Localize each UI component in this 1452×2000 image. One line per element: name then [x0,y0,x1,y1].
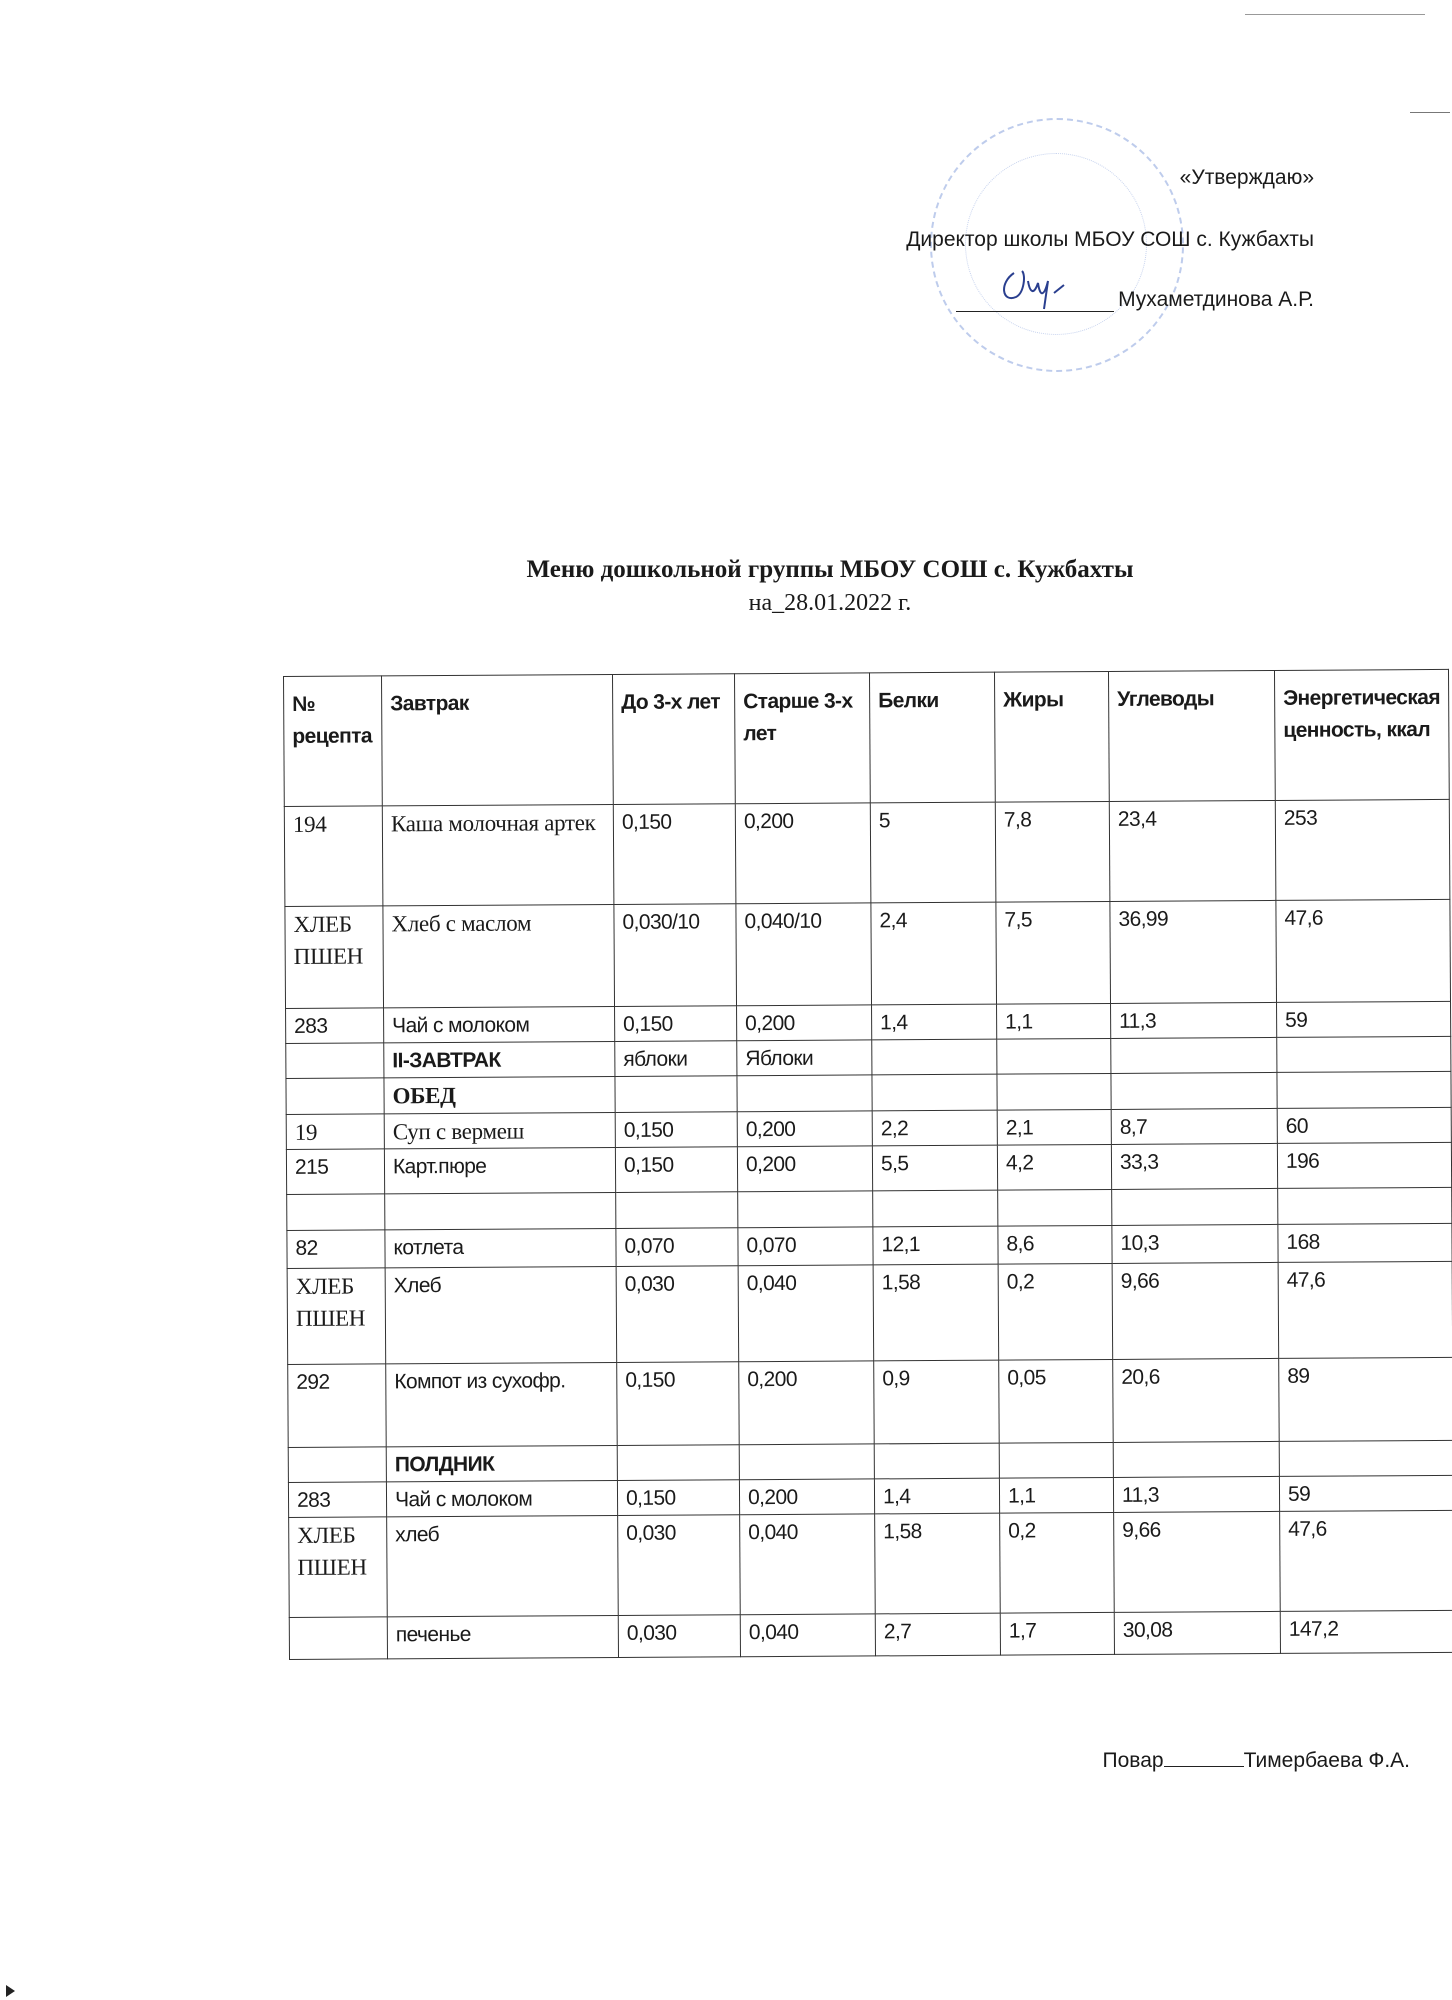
table-cell: 0,070 [738,1227,873,1266]
table-cell [997,1073,1111,1110]
table-cell [998,1189,1112,1226]
director-signature-line [956,288,1314,312]
table-cell: 19 [286,1114,384,1150]
table-cell: 0,200 [737,1005,872,1041]
table-cell: 89 [1279,1357,1452,1441]
table-cell [617,1445,739,1481]
table-cell: 9,66 [1114,1511,1281,1612]
table-cell: 0,030 [618,1615,740,1658]
table-cell: хлеб [387,1515,619,1616]
column-header: Жиры [994,671,1109,802]
table-cell: 0,030 [616,1266,739,1363]
table-cell: 2,7 [875,1613,1000,1656]
table-cell: 0,200 [739,1361,875,1445]
table-cell: 59 [1279,1475,1452,1511]
table-cell: 0,030 [618,1515,741,1616]
table-cell: 8,6 [998,1225,1112,1264]
table-cell: Карт.пюре [384,1147,615,1193]
table-cell [1277,1071,1451,1108]
handwritten-signature-icon [994,263,1084,311]
table-cell [288,1447,386,1483]
table-cell: 1,58 [875,1513,1001,1614]
table-cell: 2,1 [997,1109,1111,1145]
scan-edge-line [1410,112,1450,113]
table-row [289,1610,1452,1659]
table-cell [289,1617,387,1660]
table-cell: 33,3 [1111,1143,1277,1189]
table-cell: 8,7 [1111,1108,1277,1144]
table-cell [739,1444,874,1480]
table-cell: 11,3 [1111,1002,1277,1038]
table-cell: 9,66 [1112,1262,1279,1359]
table-cell: 2,4 [871,902,997,1005]
table-cell: 47,6 [1276,899,1450,1002]
table-cell [873,1190,998,1227]
table-cell: 7,5 [996,901,1111,1004]
table-cell: ХЛЕБ ПШЕН [289,1517,388,1618]
table-cell: 0,05 [999,1359,1114,1443]
table-cell: 1,4 [872,1004,997,1040]
table-cell: 168 [1278,1223,1452,1262]
table-cell [874,1443,999,1479]
table-cell: ОБЕД [384,1076,615,1113]
table-cell [737,1075,872,1112]
table-cell: Хлеб [385,1266,617,1363]
signature-blank [956,289,1114,312]
table-cell: 4,2 [997,1144,1111,1190]
table-cell: II-ЗАВТРАК [384,1041,615,1077]
table-cell: 0,150 [613,804,736,905]
table-cell: 0,200 [739,1479,874,1515]
table-cell: 0,2 [1000,1512,1115,1613]
table-cell [286,1043,384,1079]
table-row [288,1357,1452,1447]
table-cell [738,1191,873,1228]
cook-signature-line [1103,1748,1410,1773]
table-row [286,1142,1451,1194]
table-cell: 1,1 [999,1477,1113,1513]
table-cell [616,1192,738,1229]
table-cell [1277,1036,1451,1072]
table-cell: 0,150 [615,1147,737,1193]
menu-table [283,669,1452,1660]
table-cell [287,1194,385,1231]
table-cell: яблоки [615,1041,737,1077]
cook-label: Повар [1102,1749,1164,1772]
table-cell: Хлеб с маслом [383,904,615,1007]
table-cell [872,1039,997,1075]
cook-name: Тимербаева Ф.А. [1243,1749,1410,1772]
table-cell: 0,040 [740,1614,875,1657]
table-cell: Чай с молоком [384,1006,615,1042]
director-name: Мухаметдинова А.Р. [1118,288,1314,311]
table-cell [1278,1187,1452,1224]
table-cell: 2,2 [872,1110,997,1146]
table-cell [1279,1440,1452,1476]
table-cell: ПОЛДНИК [386,1445,617,1481]
table-cell: 0,150 [615,1006,737,1042]
table-cell: 59 [1277,1001,1451,1037]
table-cell: 0,2 [998,1263,1113,1360]
table-cell: 0,040 [740,1514,876,1615]
table-cell: 292 [288,1364,387,1448]
table-cell: 0,200 [737,1111,872,1147]
table-cell: 10,3 [1112,1224,1278,1263]
table-cell: 283 [288,1482,386,1518]
table-cell: 253 [1275,799,1449,900]
table-cell: 23,4 [1109,800,1276,901]
table-cell: Суп с вермеш [384,1112,615,1148]
table-cell: 0,070 [616,1228,738,1267]
table-cell: 12,1 [873,1226,998,1265]
table-cell [1113,1441,1279,1477]
table-cell [1112,1188,1278,1225]
approval-heading: «Утверждаю» [1179,166,1314,189]
director-title: Директор школы МБОУ СОШ с. Кужбахты [906,228,1314,251]
table-cell: 0,030/10 [614,904,737,1007]
table-cell: 0,150 [617,1480,739,1516]
table-cell: 0,040 [738,1265,874,1362]
document-date: на_28.01.2022 г. [748,590,912,616]
table-cell: 30,08 [1114,1611,1280,1654]
table-header-row [284,669,1450,806]
table-cell: 36,99 [1110,900,1277,1003]
table-row [287,1261,1452,1364]
column-header: Завтрак [382,674,614,805]
table-cell: 47,6 [1278,1261,1452,1358]
table-cell: 1,4 [874,1478,999,1514]
table-row [284,799,1449,906]
table-cell: 215 [286,1149,384,1195]
table-cell [999,1442,1113,1478]
scan-edge-line [1245,14,1425,15]
table-cell: 147,2 [1280,1610,1452,1653]
table-cell: 0,200 [737,1146,872,1192]
column-header: Углеводы [1108,670,1275,801]
table-cell: 1,1 [997,1003,1111,1039]
table-cell: Каша молочная артек [382,804,614,905]
table-cell: 5 [870,802,996,903]
column-header: Энергетическая ценность, ккал [1274,669,1449,800]
table-cell: 11,3 [1113,1476,1279,1512]
table-cell: 5,5 [872,1145,997,1191]
table-cell: 1,58 [873,1264,999,1361]
table-cell [1111,1072,1277,1109]
table-cell [286,1078,384,1115]
table-cell: 0,040/10 [736,903,872,1006]
table-cell: 0,150 [617,1362,740,1446]
document-title: Меню дошкольной группы МБОУ СОШ с. Кужбахты [526,556,1134,583]
table-cell: ХЛЕБ ПШЕН [285,906,384,1009]
table-cell [615,1076,737,1113]
table-cell: Компот из сухофр. [386,1362,618,1446]
table-cell [385,1192,616,1229]
column-header: Белки [869,672,995,803]
table-cell: 1,7 [1000,1612,1114,1655]
table-cell: Чай с молоком [386,1480,617,1516]
table-cell: 47,6 [1280,1510,1452,1611]
table-cell: 0,150 [615,1112,737,1148]
table-cell: ХЛЕБ ПШЕН [287,1268,386,1365]
scan-corner-mark [6,1985,15,1997]
table-cell [872,1074,997,1111]
table-cell: 0,200 [735,803,871,904]
table-cell: 0,9 [874,1360,1000,1444]
table-cell: печенье [387,1615,618,1658]
column-header: До 3-х лет [612,674,735,805]
table-row [289,1510,1452,1617]
table-cell: 20,6 [1113,1358,1280,1442]
table-row [285,899,1450,1008]
table-cell: 194 [284,806,383,907]
cook-signature-blank [1164,1748,1244,1767]
column-header: Старше 3-х лет [734,673,870,804]
table-cell: 7,8 [995,801,1110,902]
table-cell: 196 [1277,1142,1451,1188]
table-cell: 283 [286,1008,384,1044]
table-cell: Яблоки [737,1040,872,1076]
column-header: № рецепта [284,676,383,807]
table-cell: 82 [287,1230,385,1269]
table-cell [1111,1037,1277,1073]
table-cell: котлета [385,1228,616,1267]
table-cell [997,1038,1111,1074]
table-cell: 60 [1277,1107,1451,1143]
